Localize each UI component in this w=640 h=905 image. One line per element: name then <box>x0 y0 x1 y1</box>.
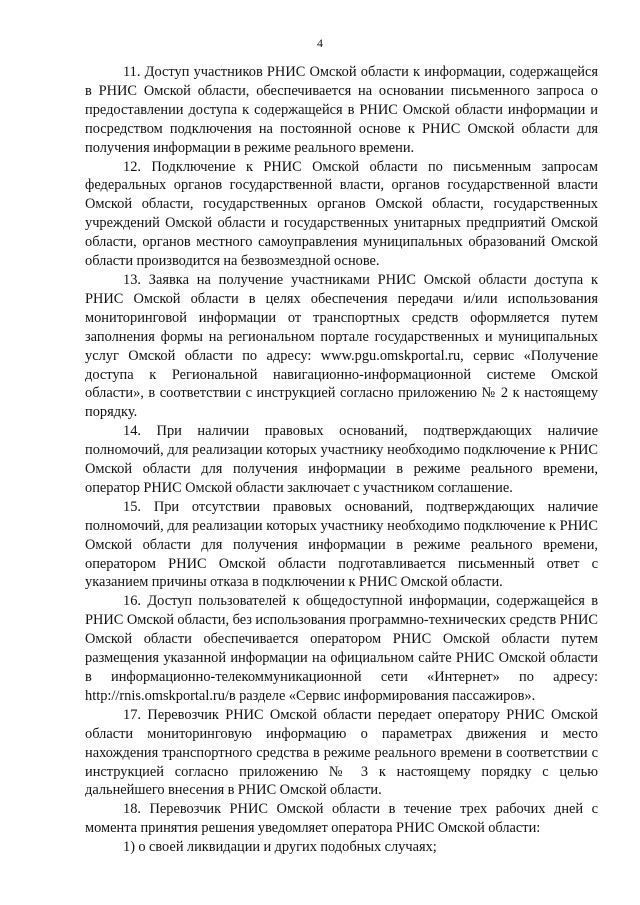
paragraph-18: 18. Перевозчик РНИС Омской области в течение трех рабочих дней с момента принятия решения уведомляет оператора РНИС Омской области: <box>85 801 598 837</box>
paragraph-17: 17. Перевозчик РНИС Омской области передает оператору РНИС Омской области мониторинговую информацию о параметрах движения и место нахождения транспортного средства в режиме реального времени в соответствии с инструкцией согласно приложению № 3 к настоящему порядку с целью дальнейшего внесения в РНИС Омской области. <box>85 706 598 799</box>
paragraph-12: 12. Подключение к РНИС Омской области по письменным запросам федеральных органов государственной власти, органов государственной власти Омской области, государственных органов Омской области, государственных учреждений Омской области и государственных унитарных предприятий Омской области, органов местного самоуправления муниципальных образований Омской области производится на безвозмездной основе. <box>85 158 598 270</box>
paragraph-16: 16. Доступ пользователей к общедоступной информации, содержащейся в РНИС Омской области, без использования программно-технических средств РНИС Омской области обеспечивается оператором РНИС Омской области путем размещения указанной информации на официальном сайте РНИС Омской области в информационно-телекоммуникационной сети «Интернет» по адресу: http://rnis.omskportal.ru/в разделе «Сервис информирования пассажиров». <box>85 593 598 704</box>
paragraph-14: 14. При наличии правовых оснований, подтверждающих наличие полномочий, для реализации которых участнику необходимо подключение к РНИС Омской области для получения информации в режиме реального времени, оператор РНИС Омской области заключает с участником соглашение. <box>85 423 598 496</box>
paragraph-18-item-1: 1) о своей ликвидации и других подобных случаях; <box>123 839 437 856</box>
document-body <box>85 63 598 857</box>
paragraph-15: 15. При отсутствии правовых оснований, подтверждающих наличие полномочий, для реализации которых участнику необходимо подключение к РНИС Омской области для получения информации в режиме реального времени, оператором РНИС Омской области подготавливается письменный ответ с указанием причины отказа в подключении к РНИС Омской области. <box>85 498 598 591</box>
paragraph-13: 13. Заявка на получение участниками РНИС Омской области доступа к РНИС Омской области в целях обеспечения передачи и/или использования мониторинговой информации от транспортных средств оформляется путем заполнения формы на региональном портале государственных и муниципальных услуг Омской области по адресу: www.pgu.omskportal.ru, сервис «Получение доступа к Региональной навигационно-информационной системе Омской области», в соответствии с инструкцией согласно приложению № 2 к настоящему порядку. <box>85 271 598 421</box>
page-number: 4 <box>317 36 323 50</box>
paragraph-11: 11. Доступ участников РНИС Омской области к информации, содержащейся в РНИС Омской области, обеспечивается на основании письменного запроса о предоставлении доступа к содержащейся в РНИС Омской области информации и посредством подключения на постоянной основе к РНИС Омской области для получения информации в режиме реального времени. <box>85 64 598 156</box>
